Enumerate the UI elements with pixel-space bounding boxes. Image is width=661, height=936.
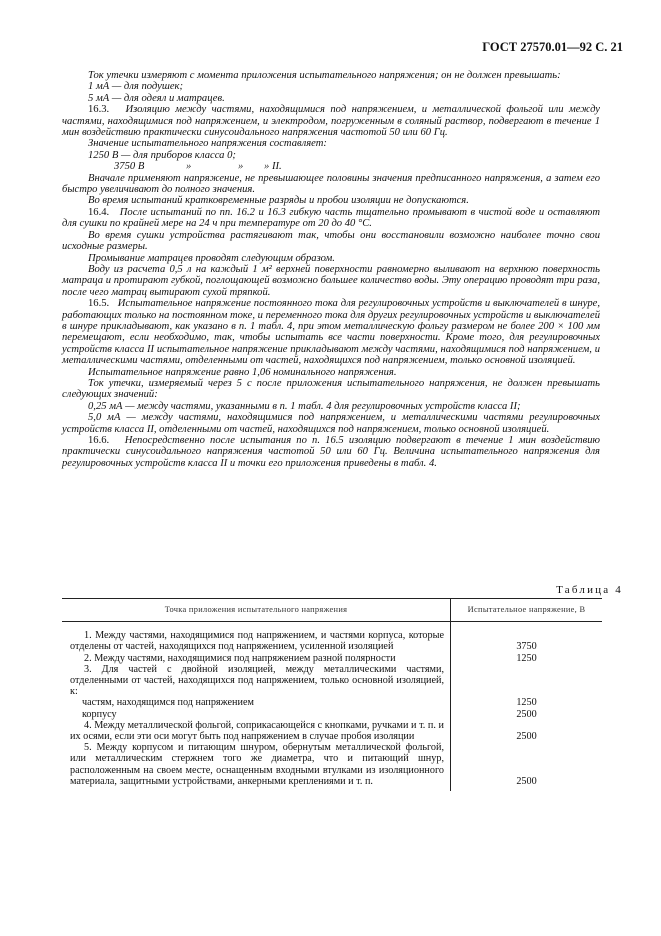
row-text: частям, находящимся под напряжением [82, 697, 254, 709]
clause-number: 16.5. [88, 298, 110, 310]
paragraph: Значение испытательного напряжения составляет: [88, 138, 327, 150]
clause-text: После испытаний по пп. 16.2 и 16.3 гибкую часть тщательно промывают в чистой воде и оставляют для сушки по крайней мере на 24 ч при температуре от 20 до 40 °С. [62, 206, 600, 230]
clause-16-5 [62, 298, 600, 366]
row-value: 2500 [516, 731, 537, 743]
paragraph: Вначале применяют напряжение, не превышающее половины значения предписанного напряжения, а затем его быстро увеличивают до полного значения. [62, 172, 600, 196]
table-label: Таблица 4 [556, 584, 623, 596]
clause-text: Изоляцию между частями, находящимися под напряжением, и металлической фольгой или между частями, находящимися под напряжением, и электродом, погруженным в соляный раствор, подвергают в течение 1 мин воздействию практически синусоидального напряжения частотой 50 или 60 Гц. [62, 104, 600, 139]
paragraph [62, 161, 600, 172]
clause-number: 16.6. [88, 435, 110, 446]
row-value: 2500 [516, 708, 537, 720]
row-text: корпусу [82, 708, 117, 720]
paragraph: 1 мА — для подушек; [88, 81, 184, 93]
paragraph: Испытательное напряжение равно 1,06 номинального напряжения. [88, 366, 397, 378]
row-value [451, 664, 603, 698]
paragraph: Промывание матрацев проводят следующим образом. [88, 252, 335, 264]
clause-number: 16.4. [88, 206, 110, 218]
paragraph: Во время сушки устройства растягивают так, чтобы они восстановили возможно наиболее точно свои исходные размеры. [62, 229, 600, 253]
row-text: 3. Для частей с двойной изоляцией, между металлическими частями, отделенными от частей, находящихся под напряжением, только основной изоляцией, к: [70, 663, 444, 698]
ditto-mark: » [238, 161, 244, 173]
voltage-value: 3750 В [114, 161, 145, 173]
ditto-mark: » [186, 161, 192, 173]
paragraph: 0,25 мА — между частями, указанными в п. 1 табл. 4 для регулировочных устройств класса II; [88, 400, 521, 412]
paragraph: 5 мА — для одеял и матрацев. [88, 92, 225, 104]
paragraph: Ток утечки измеряют с момента приложения испытательного напряжения; он не должен превышать: [88, 70, 561, 81]
column-header-voltage: Испытательное напряжение, В [451, 599, 603, 622]
clause-text: Непосредственно после испытания по п. 16.5 изоляцию подвергают в течение 1 мин воздействию практически синусоидального напряжения частотой 50 или 60 Гц. Величина испытательного напряжения для регулировочных устройств класса II и точки его приложения приведены в табл. 4. [62, 435, 600, 469]
row-text: 2. Между частями, находящимися под напряжением разной полярности [84, 652, 396, 664]
table-row [62, 653, 602, 664]
paragraph: Воду из расчета 0,5 л на каждый 1 м² верхней поверхности равномерно выливают на верхнюю поверхность матраца и протирают губкой, поглощающей возможно большее количество воды. Эту операцию проводят три раза, после чего матрац вытирают сухой тряпкой. [62, 263, 600, 298]
paragraph: Ток утечки, измеряемый через 5 с после приложения испытательного напряжения, не должен превышать следующих значений: [62, 377, 600, 401]
paragraph: Во время испытаний кратковременные разряды и пробои изоляции не допускаются. [88, 195, 469, 207]
row-value: 1250 [516, 697, 537, 709]
row-value: 2500 [516, 775, 537, 787]
table-row [62, 720, 602, 742]
clause-text: Испытательное напряжение постоянного тока для регулировочных устройств и выключателей в шнуре, работающих только на постоянном токе, и переменного тока для других регулировочных устройств и выключателей в шнуре прикладывают, как указано в п. 1 табл. 4, при этом металлическую фольгу размером не более 200 × 100 мм перемещают, если необходимо, так, чтобы испытать все части поверхности. Кроме того, для регулировочных устройств класса II испытательное напряжение прикладывают между частями, находящимися под напряжением, и металлическими частями, отделенными от частей, находящихся под напряжением, только основной изоляцией. [62, 298, 600, 367]
row-value: 3750 [516, 641, 537, 653]
row-value: 1250 [516, 652, 537, 664]
clause-16-3 [62, 104, 600, 138]
paragraph: 5,0 мА — между частями, находящимися под напряжением, и металлическими частями регулировочных устройств класса II, отделенными от частей, находящихся под напряжением, только основной изоляцией. [62, 412, 600, 435]
table-4 [62, 598, 602, 791]
clause-16-6 [62, 435, 600, 469]
clause-16-4 [62, 207, 600, 230]
row-text: 4. Между металлической фольгой, соприкасающейся с кнопками, ручками и т. п. и их осями, если эти оси могут быть под напряжением в случае пробоя изоляции [70, 719, 444, 743]
paragraph: 1250 В — для приборов класса 0; [88, 149, 236, 161]
table-row [62, 709, 602, 720]
document-body [62, 70, 600, 469]
table-row [62, 742, 602, 791]
class-label: » II. [264, 161, 282, 173]
table-row [62, 664, 602, 698]
table-row [62, 622, 602, 653]
row-text: 1. Между частями, находящимися под напряжением, и частями корпуса, которые отделены от частей, находящихся под напряжением, усиленной изоляцией [70, 630, 444, 653]
row-text: 5. Между корпусом и питающим шнуром, обернутым металлической фольгой, или металлическим стержнем того же диаметра, что и питающий шнур, расположенным на своем месте, оснащенным входными втулками из изоляционного материала, защитными устройствами, анкерными креплениями и т. п. [70, 742, 444, 787]
clause-number: 16.3. [88, 104, 110, 116]
table-header-row [62, 599, 602, 622]
page-header: ГОСТ 27570.01—92 С. 21 [482, 40, 623, 54]
table-row [62, 697, 602, 708]
column-header-point: Точка приложения испытательного напряжения [62, 599, 451, 622]
